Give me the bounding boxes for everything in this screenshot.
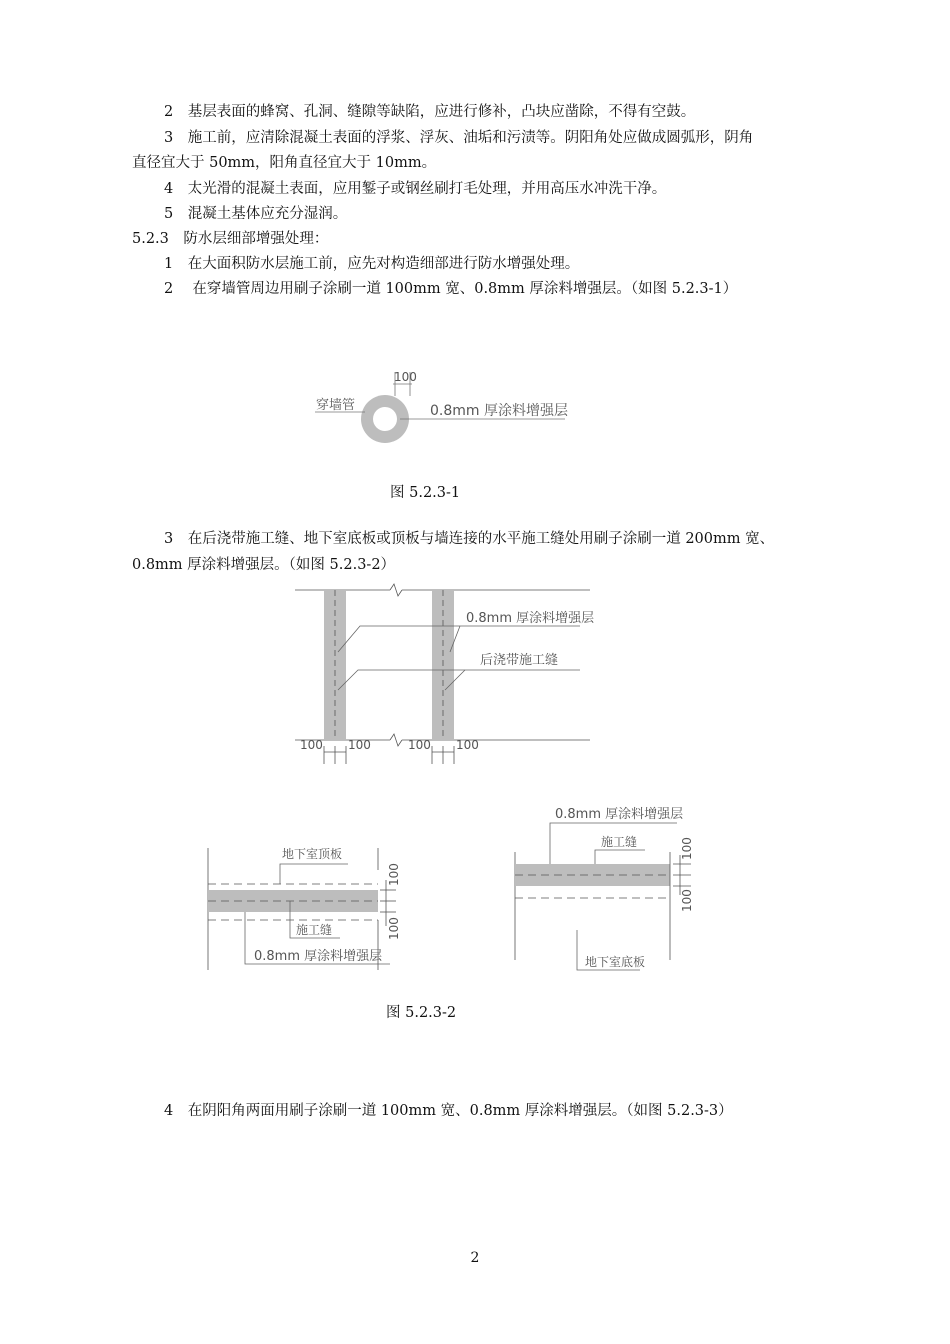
- paragraph-3-cont: 直径宜大于 50mm，阳角直径宜大于 10mm。: [132, 155, 437, 171]
- dim-label: 100: [408, 738, 431, 752]
- roof-layer-label: 0.8mm 厚涂料增强层: [254, 949, 383, 964]
- layer-label: 0.8mm 厚涂料增强层: [466, 611, 595, 626]
- dim-label: 100: [394, 370, 417, 384]
- dim-label: 100: [387, 863, 401, 886]
- paragraph-s2: 2 在穿墙管周边用刷子涂刷一道 100mm 宽、0.8mm 厚涂料增强层。（如图 5.2.3-1）: [164, 281, 738, 297]
- figure-post-pour-strip: [290, 582, 600, 772]
- layer-leader: [338, 626, 580, 652]
- figure-roof-slab: [200, 830, 410, 975]
- dim-label: 100: [300, 738, 323, 752]
- joint-label: 后浇带施工缝: [480, 653, 559, 668]
- figure-floor-slab: [505, 800, 715, 980]
- dim-label: 100: [680, 889, 694, 912]
- floor-joint-label: 施工缝: [601, 835, 638, 849]
- paragraph-2: 2 基层表面的蜂窝、孔洞、缝隙等缺陷，应进行修补，凸块应凿除，不得有空鼓。: [164, 104, 696, 120]
- paragraph-s4: 4 在阴阳角两面用刷子涂刷一道 100mm 宽、0.8mm 厚涂料增强层。（如图 5.2.3-3）: [164, 1103, 733, 1119]
- paragraph-5: 5 混凝土基体应充分湿润。: [164, 206, 348, 222]
- break-symbol: [390, 584, 402, 596]
- layer-label: 0.8mm 厚涂料增强层: [430, 403, 568, 419]
- paragraph-4: 4 太光滑的混凝土表面，应用錾子或钢丝刷打毛处理，并用高压水冲洗干净。: [164, 181, 667, 197]
- dim-label: 100: [456, 738, 479, 752]
- paragraph-3: 3 施工前，应清除混凝土表面的浮浆、浮灰、油垢和污渍等。阴阳角处应做成圆弧形，阴角: [164, 130, 754, 146]
- floor-layer-label: 0.8mm 厚涂料增强层: [555, 807, 684, 822]
- floor-slab-label: 地下室底板: [585, 955, 646, 969]
- page-number: 2: [470, 1250, 480, 1266]
- dim-label: 100: [680, 837, 694, 860]
- dim-label: 100: [387, 917, 401, 940]
- paragraph-s3-cont: 0.8mm 厚涂料增强层。（如图 5.2.3-2）: [132, 557, 396, 573]
- roof-slab-label: 地下室顶板: [282, 847, 343, 861]
- paragraph-s3: 3 在后浇带施工缝、地下室底板或顶板与墙连接的水平施工缝处用刷子涂刷一道 200mm 宽、: [164, 531, 775, 547]
- roof-joint-label: 施工缝: [296, 923, 333, 937]
- figure-caption-2: 图 5.2.3-2: [386, 1005, 457, 1021]
- paragraph-s1: 1 在大面积防水层施工前，应先对构造细部进行防水增强处理。: [164, 256, 580, 272]
- pipe-label: 穿墙管: [316, 398, 356, 413]
- pipe-bore: [373, 407, 397, 431]
- figure-caption-1: 图 5.2.3-1: [390, 485, 461, 501]
- section-heading: 5.2.3 防水层细部增强处理：: [132, 231, 329, 247]
- dim-label: 100: [348, 738, 371, 752]
- break-symbol: [390, 734, 402, 746]
- joint-leader: [338, 670, 580, 690]
- slab-leader: [280, 864, 348, 884]
- figure-pipe-diagram: [300, 360, 580, 450]
